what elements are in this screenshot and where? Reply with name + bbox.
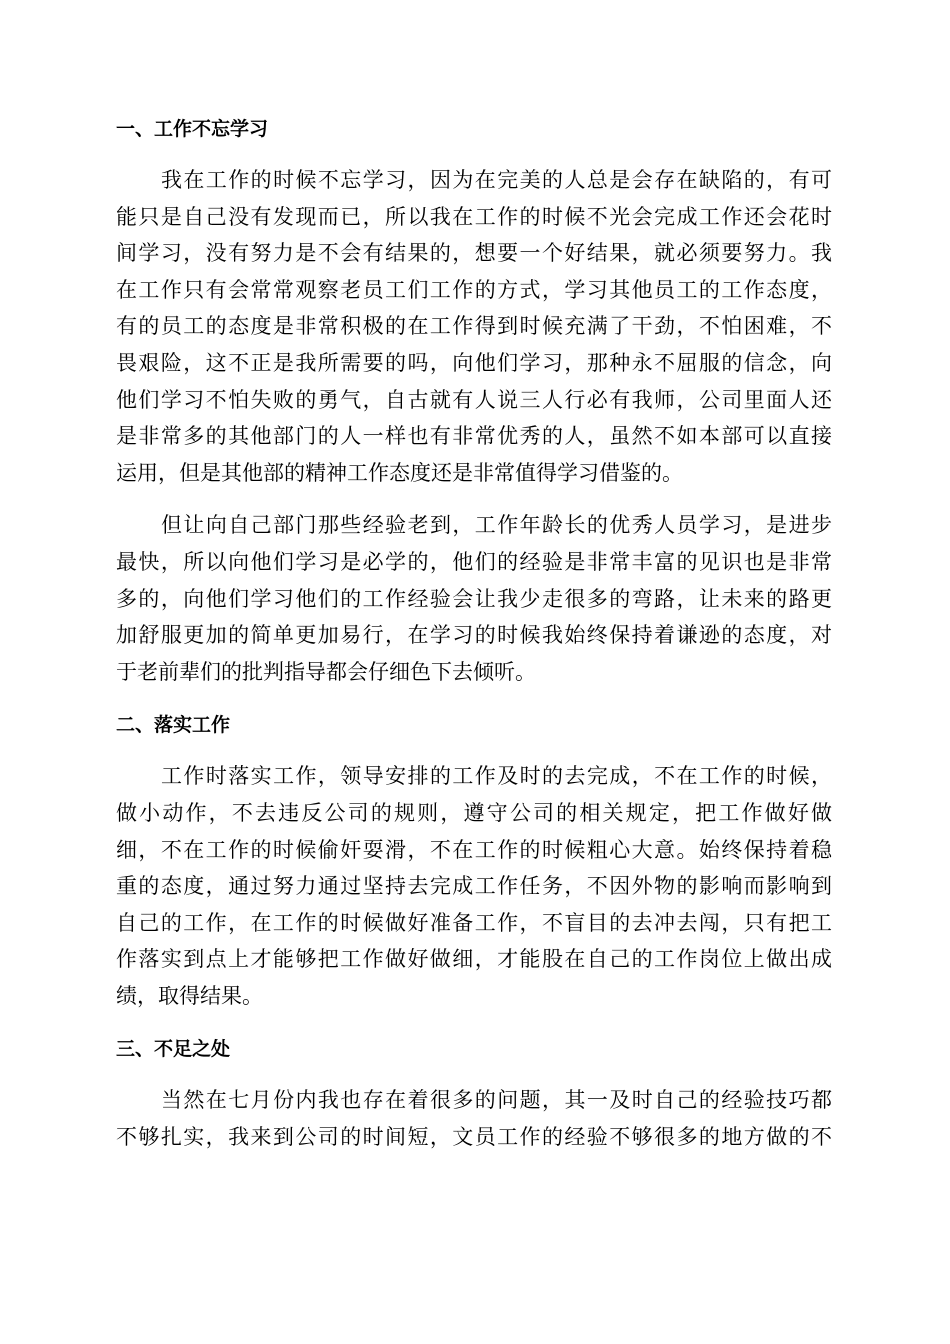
text-line: 绩，取得结果。 xyxy=(116,983,263,1008)
text-line: 但让向自己部门那些经验老到，工作年龄长的优秀人员学习，是进步 xyxy=(161,513,832,538)
section-heading: 一、工作不忘学习 xyxy=(116,118,269,140)
text-line: 作落实到点上才能够把工作做好做细，才能股在自己的工作岗位上做出成 xyxy=(116,947,832,972)
text-line: 在工作只有会常常观察老员工们工作的方式，学习其他员工的工作态度， xyxy=(116,277,832,302)
body-paragraph xyxy=(116,507,832,690)
text-line: 畏艰险，这不正是我所需要的吗，向他们学习，那种永不屈服的信念，向 xyxy=(116,350,832,375)
text-line: 当然在七月份内我也存在着很多的问题，其一及时自己的经验技巧都 xyxy=(161,1088,832,1113)
text-line: 加舒服更加的简单更加易行，在学习的时候我始终保持着谦逊的态度，对 xyxy=(116,623,832,648)
text-line: 能只是自己没有发现而已，所以我在工作的时候不光会完成工作还会花时 xyxy=(116,204,832,229)
text-line: 细，不在工作的时候偷奸耍滑，不在工作的时候粗心大意。始终保持着稳 xyxy=(116,837,832,862)
text-line: 运用，但是其他部的精神工作态度还是非常值得学习借鉴的。 xyxy=(116,460,683,485)
text-line: 最快，所以向他们学习是必学的，他们的经验是非常丰富的见识也是非常 xyxy=(116,549,832,574)
text-line: 是非常多的其他部门的人一样也有非常优秀的人，虽然不如本部可以直接 xyxy=(116,424,832,449)
text-line: 重的态度，通过努力通过坚持去完成工作任务，不因外物的影响而影响到 xyxy=(116,874,832,899)
text-line: 我在工作的时候不忘学习，因为在完美的人总是会存在缺陷的，有可 xyxy=(161,168,832,192)
text-line: 做小动作，不去违反公司的规则，遵守公司的相关规定，把工作做好做 xyxy=(116,800,832,825)
text-line: 工作时落实工作，领导安排的工作及时的去完成，不在工作的时候， xyxy=(161,764,832,789)
text-line: 他们学习不怕失败的勇气，自古就有人说三人行必有我师，公司里面人还 xyxy=(116,387,832,412)
text-line: 多的，向他们学习他们的工作经验会让我少走很多的弯路，让未来的路更 xyxy=(116,586,832,611)
text-line: 自己的工作，在工作的时候做好准备工作，不盲目的去冲去闯，只有把工 xyxy=(116,910,832,935)
section-heading: 二、落实工作 xyxy=(116,714,231,737)
document-body xyxy=(116,110,832,1172)
text-line: 有的员工的态度是非常积极的在工作得到时候充满了干劲，不怕困难，不 xyxy=(116,314,832,339)
section-heading: 三、不足之处 xyxy=(116,1038,231,1061)
body-paragraph xyxy=(116,162,832,491)
body-paragraph xyxy=(116,758,832,1014)
text-line: 间学习，没有努力是不会有结果的，想要一个好结果，就必须要努力。我 xyxy=(116,241,832,266)
body-paragraph xyxy=(116,1082,832,1155)
text-line: 不够扎实，我来到公司的时间短，文员工作的经验不够很多的地方做的不 xyxy=(116,1125,832,1150)
text-line: 于老前辈们的批判指导都会仔细色下去倾听。 xyxy=(116,659,536,684)
